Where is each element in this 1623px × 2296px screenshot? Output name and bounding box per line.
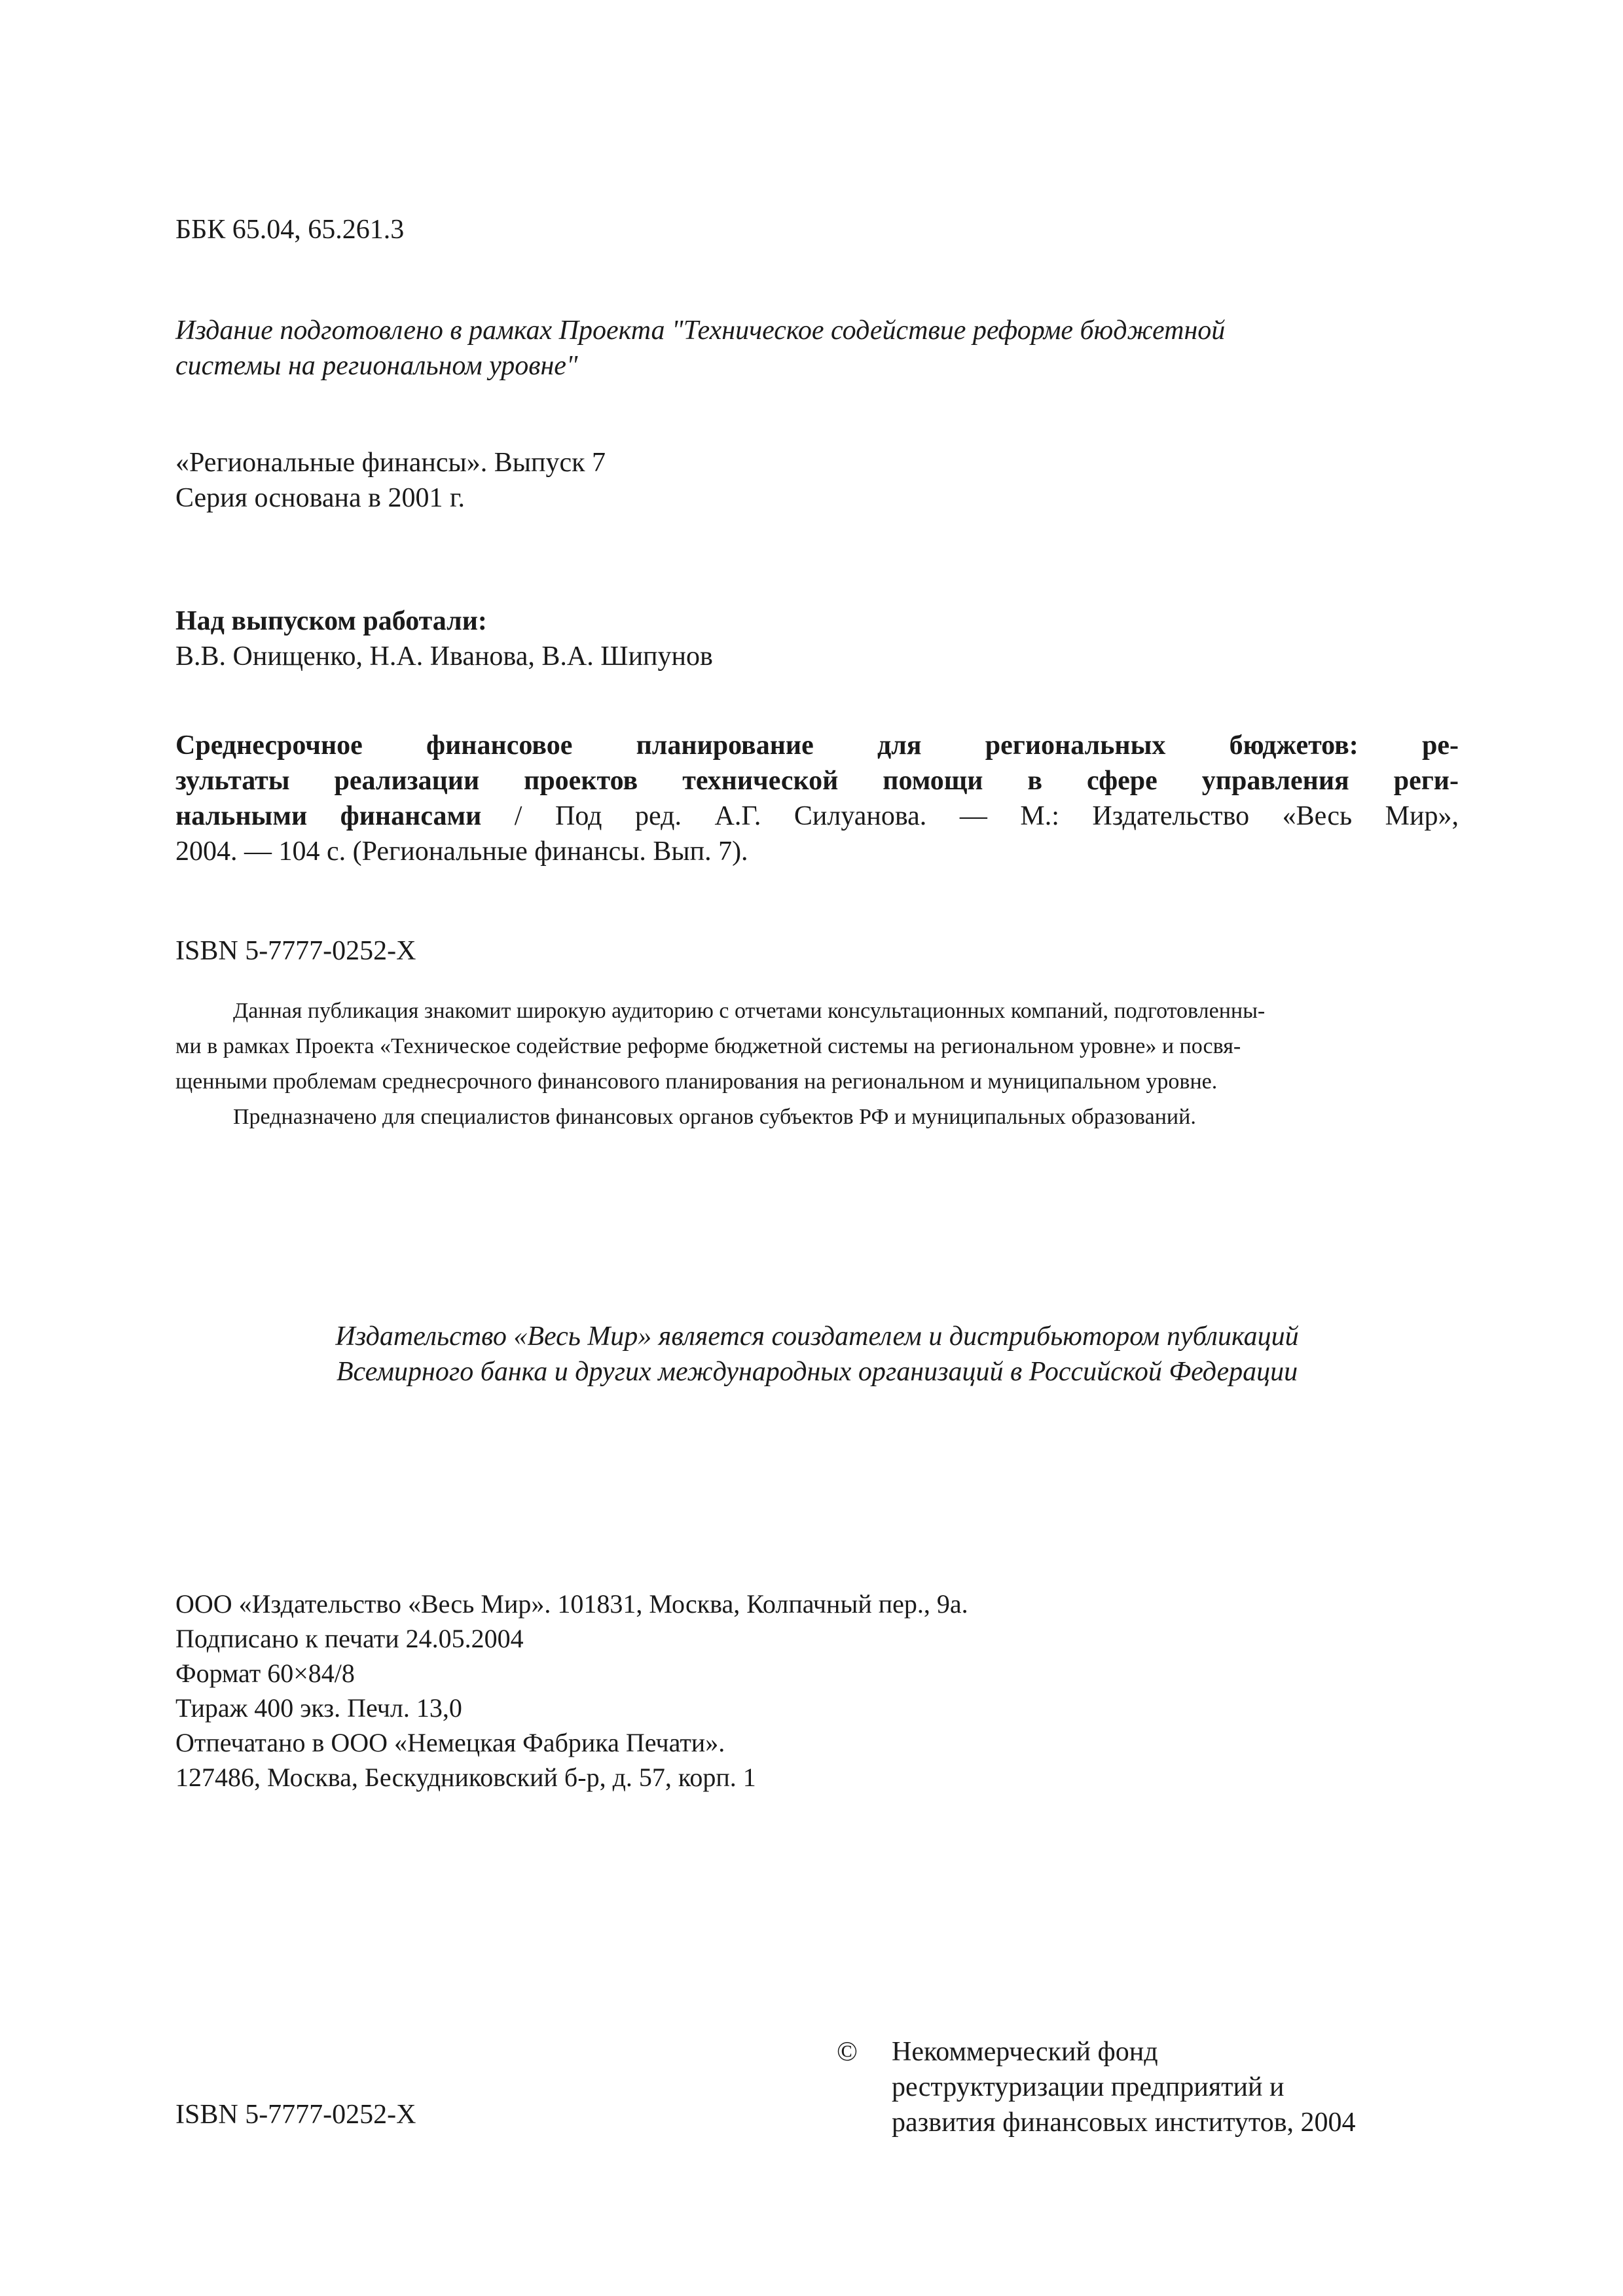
bib-title-line	[175, 798, 1459, 834]
isbn-top	[175, 933, 1459, 969]
publisher-note-line: Всемирного банка и других международных организаций в Российской Федерации	[336, 1357, 1298, 1387]
copyright-sign: ©	[837, 2037, 858, 2067]
imprint-publisher: ООО «Издательство «Весь Мир». 101831, Москва, Колпачный пер., 9а.	[175, 1589, 968, 1619]
abstract	[175, 994, 1459, 1135]
abstract-line: щенными проблемам среднесрочного финансового планирования на региональном и муниципальном уровне.	[175, 1069, 1218, 1094]
credits-heading: Над выпуском работали:	[175, 606, 487, 636]
publisher-note-line: Издательство «Весь Мир» является соиздателем и дистрибьютором публикаций	[335, 1321, 1299, 1352]
project-note-line: системы на региональном уровне"	[175, 351, 578, 381]
credits-names: В.В. Онищенко, Н.А. Иванова, В.А. Шипунов	[175, 641, 713, 672]
isbn-text: ISBN 5-7777-0252-X	[175, 936, 416, 966]
imprint-printer: Отпечатано в ООО «Немецкая Фабрика Печати».	[175, 1728, 725, 1757]
imprint-circulation: Тираж 400 экз. Печл. 13,0	[175, 1693, 462, 1723]
project-note-line: Издание подготовлено в рамках Проекта "Техническое содействие реформе бюджетной	[175, 315, 1226, 346]
copyright-holder-line: развития финансовых институтов, 2004	[892, 2108, 1356, 2138]
bib-title-end: нальными финансами	[175, 801, 482, 831]
series-founded: Серия основана в 2001 г.	[175, 483, 465, 513]
imprint-format: Формат 60×84/8	[175, 1659, 355, 1688]
imprint	[175, 1587, 1459, 1795]
bib-title-line: зультаты реализации проектов технической помощи в сфере управления реги-	[175, 766, 1459, 796]
publisher-note	[175, 1319, 1459, 1390]
copyright-holder-line: реструктуризации предприятий и	[892, 2072, 1285, 2102]
abstract-audience: Предназначено для специалистов финансовых органов субъектов РФ и муниципальных образований.	[233, 1105, 1196, 1129]
series-title: «Региональные финансы». Выпуск 7	[175, 448, 606, 478]
bib-editor: / Под ред. А.Г. Силуанова. — М.: Издательство «Весь Мир»,	[481, 801, 1459, 831]
copyright-holder-line: Некоммерческий фонд	[892, 2037, 1158, 2067]
series-info	[175, 445, 1459, 516]
bibliographic-record	[175, 728, 1459, 869]
bib-title-line: Среднесрочное финансовое планирование для региональных бюджетов: ре-	[175, 730, 1459, 761]
project-note	[175, 313, 1459, 384]
bbk-index	[175, 212, 1459, 247]
imprint-signed: Подписано к печати 24.05.2004	[175, 1624, 524, 1653]
bib-publication: 2004. — 104 с. (Региональные финансы. Вып. 7).	[175, 836, 748, 867]
isbn-bottom	[175, 2097, 1459, 2132]
imprint-printer-address: 127486, Москва, Бескудниковский б-р, д. 57, корп. 1	[175, 1763, 756, 1792]
isbn-text: ISBN 5-7777-0252-X	[175, 2100, 416, 2130]
bbk-text: ББК 65.04, 65.261.3	[175, 215, 405, 245]
abstract-line: Данная публикация знакомит широкую аудиторию с отчетами консультационных компаний, подготовленны-	[233, 999, 1266, 1023]
credits	[175, 603, 1459, 674]
abstract-line: ми в рамках Проекта «Техническое содействие реформе бюджетной системы на региональном уровне» и посвя-	[175, 1034, 1241, 1058]
